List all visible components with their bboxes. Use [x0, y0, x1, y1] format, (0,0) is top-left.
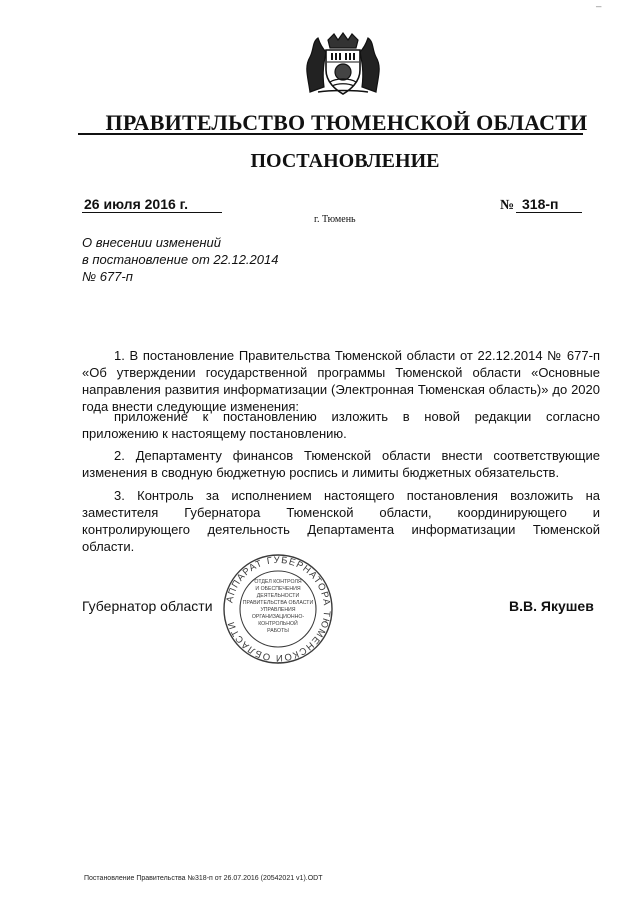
number-prefix: № — [500, 198, 515, 213]
signer-title: Губернатор области — [82, 598, 213, 614]
seal-inner-line: ОТДЕЛ КОНТРОЛЯ — [254, 579, 302, 585]
paragraph-1-amendment: приложение к постановлению изложить в новой редакции согласно приложению к настоящему постановлению. — [82, 409, 600, 441]
seal-inner-line: РАБОТЫ — [267, 628, 289, 634]
seal-inner-line: И ОБЕСПЕЧЕНИЯ — [255, 586, 301, 592]
seal-inner-line: КОНТРОЛЬНОЙ — [258, 621, 298, 627]
corner-mark: — — [596, 2, 602, 12]
title-underline — [78, 133, 583, 135]
subject-line: О внесении изменений — [82, 235, 221, 250]
subject-line: № 677-п — [82, 269, 133, 284]
paragraph-2: 2. Департаменту финансов Тюменской области внести соответствующие изменения в сводную бюджетную роспись и лимиты бюджетных обязательств. — [82, 448, 600, 480]
paragraph-3: 3. Контроль за исполнением настоящего постановления возложить на заместителя Губернатора Тюменской области, координирующего и контролирующего деятельность Департамента информатизации Тюменской области. — [82, 488, 600, 554]
document-type-heading: ПОСТАНОВЛЕНИЕ — [250, 150, 440, 172]
seal-inner-line: ОРГАНИЗАЦИОННО- — [251, 614, 305, 620]
subject-block — [82, 234, 278, 285]
official-seal-stamp — [222, 553, 334, 665]
seal-inner-line: ПРАВИТЕЛЬСТВА ОБЛАСТИ — [242, 600, 314, 606]
government-title: ПРАВИТЕЛЬСТВО ТЮМЕНСКОЙ ОБЛАСТИ — [105, 110, 588, 135]
seal-outer-text: АППАРАТ ГУБЕРНАТОРА ТЮМЕНСКОЙ ОБЛАСТИ — [224, 554, 333, 664]
signer-name: В.В. Якушев — [509, 598, 594, 614]
coat-of-arms-emblem — [300, 32, 386, 96]
subject-line: в постановление от 22.12.2014 — [82, 252, 279, 267]
paragraph-1: 1. В постановление Правительства Тюменской области от 22.12.2014 № 677-п «Об утверждении государственной программы Тюменской области «Основные направления развития информатизации (Электронная Тюменская область)» до 2020 года внести следующие изменения: — [82, 348, 600, 414]
document-date: 26 июля 2016 г. — [84, 196, 188, 212]
city: г. Тюмень — [314, 214, 356, 225]
seal-inner-line: ДЕЯТЕЛЬНОСТИ — [256, 593, 300, 599]
date-underline — [82, 212, 222, 213]
document-number: 318-п — [522, 196, 559, 212]
seal-inner-line: УПРАВЛЕНИЯ — [260, 607, 296, 613]
footer-document-reference: Постановление Правительства №318-п от 26.07.2016 (20542021 v1).ODT — [84, 875, 323, 882]
number-underline — [516, 212, 582, 213]
